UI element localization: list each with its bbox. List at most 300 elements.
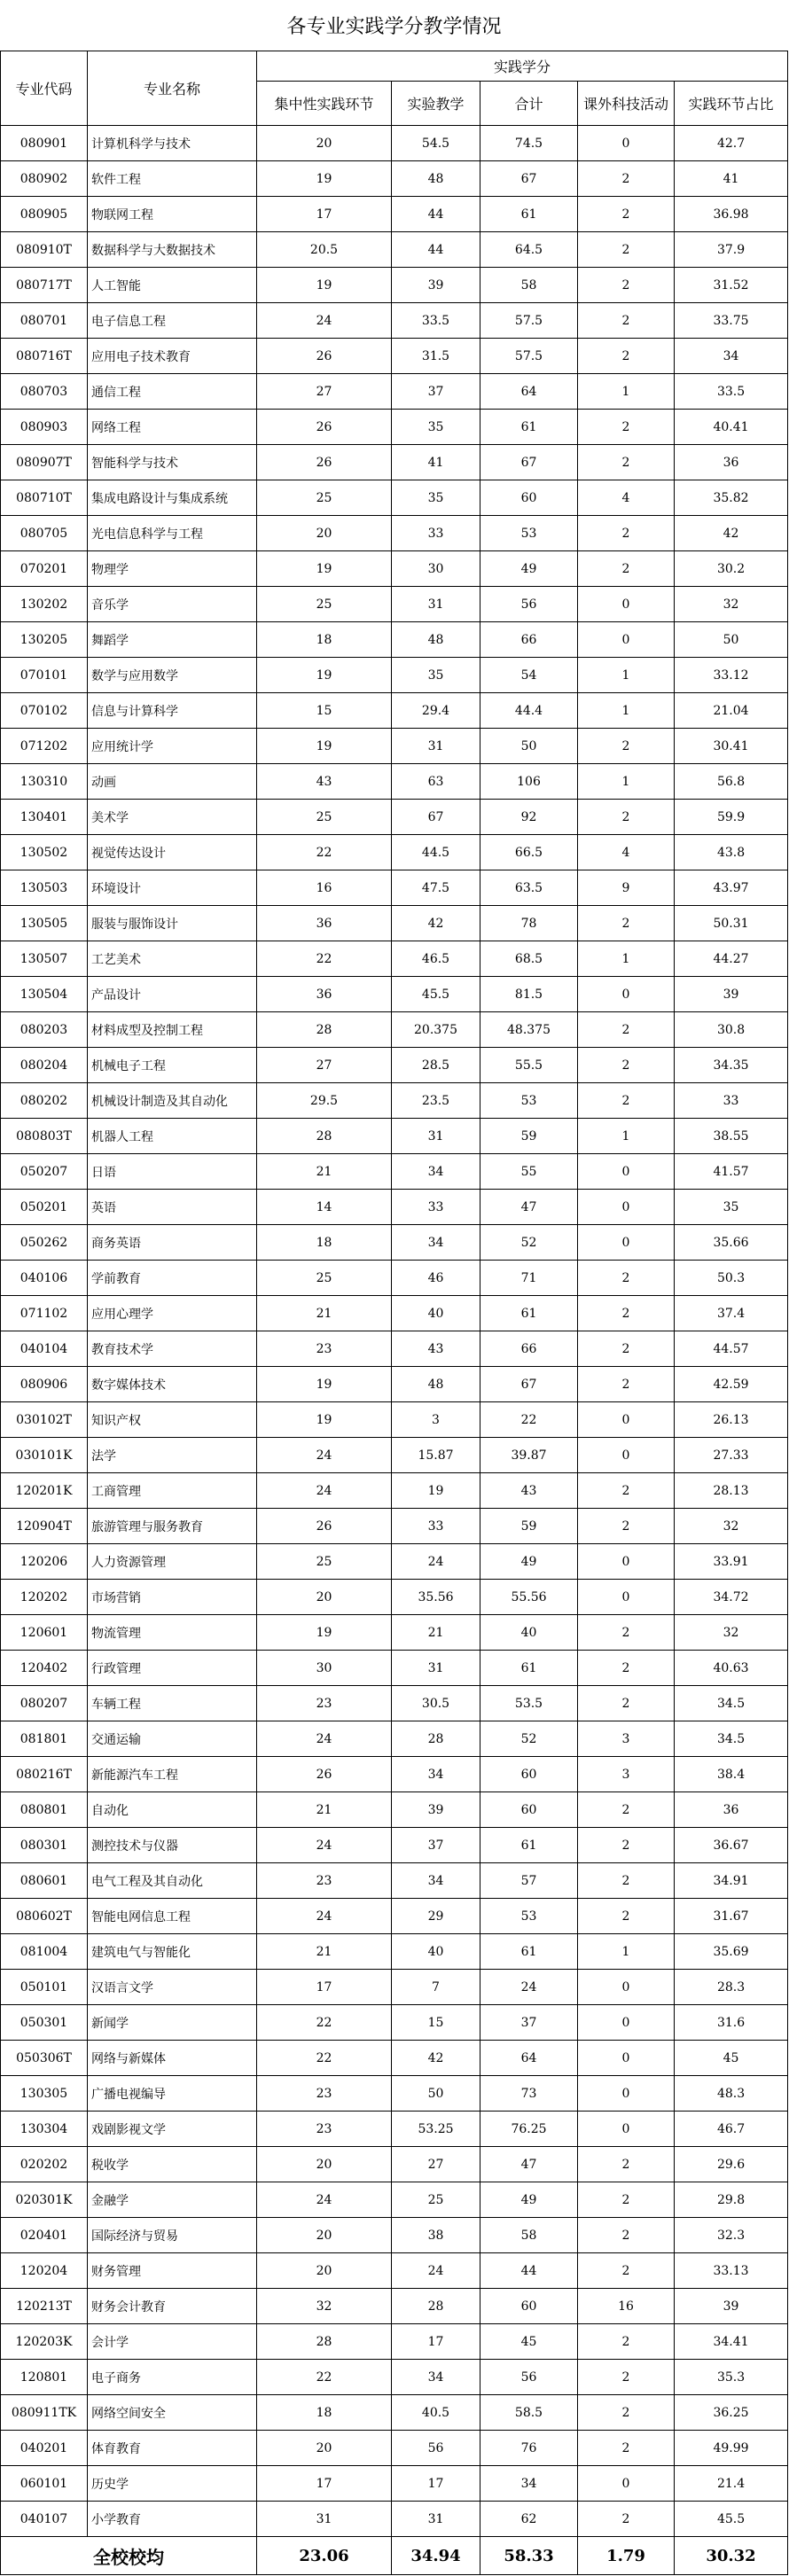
concentrated-cell: 24 [257,303,392,339]
table-row [1,622,788,658]
total-cell: 61 [480,1296,578,1331]
title-row [1,0,788,51]
ratio-cell: 59.9 [675,800,788,835]
major-code: 080207 [1,1686,88,1721]
ratio-cell: 50.31 [675,906,788,941]
table-row [1,1154,788,1190]
major-code: 070101 [1,658,88,693]
extracurricular-cell: 3 [578,1757,675,1792]
total-cell: 57.5 [480,303,578,339]
experiment-cell: 15.87 [392,1438,480,1473]
experiment-cell: 33.5 [392,303,480,339]
extracurricular-cell: 2 [578,303,675,339]
experiment-cell: 23.5 [392,1083,480,1119]
experiment-cell: 45.5 [392,977,480,1012]
ratio-cell: 33.91 [675,1544,788,1580]
concentrated-cell: 22 [257,941,392,977]
major-code: 081801 [1,1721,88,1757]
experiment-cell: 7 [392,1970,480,2005]
extracurricular-cell: 1 [578,764,675,800]
ratio-cell: 30.8 [675,1012,788,1048]
concentrated-cell: 22 [257,835,392,870]
experiment-cell: 28.5 [392,1048,480,1083]
experiment-cell: 37 [392,1828,480,1863]
major-code: 130401 [1,800,88,835]
header-total: 合计 [480,82,578,126]
ratio-cell: 43.8 [675,835,788,870]
major-code: 050101 [1,1970,88,2005]
major-name: 体育教育 [88,2431,257,2466]
concentrated-cell: 28 [257,2324,392,2360]
major-name: 建筑电气与智能化 [88,1934,257,1970]
major-code: 080203 [1,1012,88,1048]
major-code: 080801 [1,1792,88,1828]
extracurricular-cell: 2 [578,1792,675,1828]
experiment-cell: 34 [392,1757,480,1792]
table-row [1,2431,788,2466]
total-cell: 60 [480,480,578,516]
ratio-cell: 29.8 [675,2182,788,2218]
concentrated-cell: 25 [257,1261,392,1296]
extracurricular-cell: 1 [578,941,675,977]
total-cell: 81.5 [480,977,578,1012]
experiment-cell: 3 [392,1402,480,1438]
experiment-cell: 33 [392,1190,480,1225]
ratio-cell: 40.41 [675,410,788,445]
major-code: 050301 [1,2005,88,2041]
major-code: 080907T [1,445,88,480]
table-row [1,1296,788,1331]
major-name: 网络空间安全 [88,2395,257,2431]
ratio-cell: 31.67 [675,1899,788,1934]
experiment-cell: 50 [392,2076,480,2112]
table-row [1,2289,788,2324]
major-name: 动画 [88,764,257,800]
concentrated-cell: 21 [257,1792,392,1828]
extracurricular-cell: 2 [578,516,675,551]
extracurricular-cell: 2 [578,1012,675,1048]
major-code: 080216T [1,1757,88,1792]
major-code: 120402 [1,1651,88,1686]
extracurricular-cell: 2 [578,2324,675,2360]
total-cell: 92 [480,800,578,835]
ratio-cell: 32.3 [675,2218,788,2253]
table-row [1,1792,788,1828]
table-row [1,374,788,410]
ratio-cell: 32 [675,1615,788,1651]
ratio-cell: 42.59 [675,1367,788,1402]
table-row [1,516,788,551]
total-cell: 59 [480,1119,578,1154]
major-code: 081004 [1,1934,88,1970]
concentrated-cell: 27 [257,374,392,410]
total-cell: 66 [480,1331,578,1367]
table-row [1,2395,788,2431]
total-cell: 53 [480,516,578,551]
major-name: 新闻学 [88,2005,257,2041]
major-code: 080906 [1,1367,88,1402]
total-cell: 64 [480,374,578,410]
ratio-cell: 34.5 [675,1686,788,1721]
experiment-cell: 48 [392,1367,480,1402]
table-row [1,410,788,445]
table-row [1,1367,788,1402]
table-row [1,835,788,870]
extracurricular-cell: 16 [578,2289,675,2324]
table-row [1,693,788,729]
major-code: 040106 [1,1261,88,1296]
major-name: 财务管理 [88,2253,257,2289]
extracurricular-cell: 4 [578,480,675,516]
major-code: 080602T [1,1899,88,1934]
total-cell: 47 [480,2147,578,2182]
major-name: 网络工程 [88,410,257,445]
major-name: 机器人工程 [88,1119,257,1154]
extracurricular-cell: 2 [578,1331,675,1367]
experiment-cell: 17 [392,2466,480,2502]
extracurricular-cell: 0 [578,622,675,658]
major-name: 电子商务 [88,2360,257,2395]
major-name: 物联网工程 [88,197,257,232]
experiment-cell: 31 [392,729,480,764]
major-code: 080903 [1,410,88,445]
total-cell: 64.5 [480,232,578,268]
major-code: 030102T [1,1402,88,1438]
major-code: 120203K [1,2324,88,2360]
major-name: 小学教育 [88,2502,257,2537]
extracurricular-cell: 2 [578,1509,675,1544]
average-concentrated: 23.06 [257,2537,392,2575]
extracurricular-cell: 2 [578,1828,675,1863]
header-row-1 [1,51,788,82]
major-code: 080911TK [1,2395,88,2431]
table-row [1,197,788,232]
concentrated-cell: 26 [257,445,392,480]
experiment-cell: 39 [392,1792,480,1828]
table-row [1,2076,788,2112]
extracurricular-cell: 2 [578,1651,675,1686]
table-row [1,232,788,268]
major-code: 040201 [1,2431,88,2466]
major-code: 071202 [1,729,88,764]
total-cell: 49 [480,1544,578,1580]
experiment-cell: 42 [392,906,480,941]
ratio-cell: 26.13 [675,1402,788,1438]
total-cell: 48.375 [480,1012,578,1048]
major-name: 工艺美术 [88,941,257,977]
extracurricular-cell: 0 [578,2041,675,2076]
ratio-cell: 36 [675,445,788,480]
ratio-cell: 41 [675,161,788,197]
total-cell: 66 [480,622,578,658]
experiment-cell: 35 [392,410,480,445]
header-group: 实践学分 [257,51,788,82]
major-name: 环境设计 [88,870,257,906]
concentrated-cell: 26 [257,1509,392,1544]
table-title: 各专业实践学分教学情况 [1,0,788,51]
extracurricular-cell: 2 [578,2147,675,2182]
table-row [1,1544,788,1580]
table-row [1,800,788,835]
extracurricular-cell: 0 [578,1544,675,1580]
average-total: 58.33 [480,2537,578,2575]
major-name: 材料成型及控制工程 [88,1012,257,1048]
extracurricular-cell: 2 [578,551,675,587]
major-code: 080905 [1,197,88,232]
total-cell: 66.5 [480,835,578,870]
total-cell: 52 [480,1225,578,1261]
table-row [1,941,788,977]
major-name: 数据科学与大数据技术 [88,232,257,268]
table-row [1,1615,788,1651]
ratio-cell: 36.98 [675,197,788,232]
total-cell: 73 [480,2076,578,2112]
experiment-cell: 48 [392,622,480,658]
ratio-cell: 42 [675,516,788,551]
major-name: 信息与计算科学 [88,693,257,729]
extracurricular-cell: 2 [578,339,675,374]
ratio-cell: 39 [675,2289,788,2324]
concentrated-cell: 25 [257,1544,392,1580]
experiment-cell: 15 [392,2005,480,2041]
total-cell: 61 [480,1934,578,1970]
major-name: 国际经济与贸易 [88,2218,257,2253]
table-row [1,1012,788,1048]
table-row [1,1119,788,1154]
concentrated-cell: 18 [257,622,392,658]
total-cell: 53 [480,1899,578,1934]
concentrated-cell: 20 [257,2147,392,2182]
concentrated-cell: 18 [257,2395,392,2431]
ratio-cell: 30.2 [675,551,788,587]
ratio-cell: 33.5 [675,374,788,410]
concentrated-cell: 26 [257,1757,392,1792]
major-name: 英语 [88,1190,257,1225]
ratio-cell: 34.41 [675,2324,788,2360]
experiment-cell: 35 [392,480,480,516]
major-name: 测控技术与仪器 [88,1828,257,1863]
experiment-cell: 17 [392,2324,480,2360]
experiment-cell: 29 [392,1899,480,1934]
extracurricular-cell: 1 [578,693,675,729]
concentrated-cell: 20 [257,1580,392,1615]
concentrated-cell: 17 [257,2466,392,2502]
major-code: 080701 [1,303,88,339]
experiment-cell: 53.25 [392,2112,480,2147]
concentrated-cell: 21 [257,1154,392,1190]
ratio-cell: 27.33 [675,1438,788,1473]
average-extracurricular: 1.79 [578,2537,675,2575]
table-row [1,1402,788,1438]
total-cell: 47 [480,1190,578,1225]
major-name: 智能科学与技术 [88,445,257,480]
ratio-cell: 35.82 [675,480,788,516]
table-row [1,977,788,1012]
concentrated-cell: 20 [257,126,392,161]
experiment-cell: 56 [392,2431,480,2466]
major-code: 080910T [1,232,88,268]
table-row [1,161,788,197]
header-code: 专业代码 [1,51,88,126]
concentrated-cell: 20 [257,2431,392,2466]
ratio-cell: 43.97 [675,870,788,906]
total-cell: 76 [480,2431,578,2466]
total-cell: 57.5 [480,339,578,374]
concentrated-cell: 22 [257,2041,392,2076]
major-name: 应用统计学 [88,729,257,764]
experiment-cell: 46.5 [392,941,480,977]
table-row [1,1473,788,1509]
major-name: 集成电路设计与集成系统 [88,480,257,516]
table-row [1,1651,788,1686]
major-name: 金融学 [88,2182,257,2218]
concentrated-cell: 14 [257,1190,392,1225]
total-cell: 54 [480,658,578,693]
major-name: 新能源汽车工程 [88,1757,257,1792]
table-row [1,2005,788,2041]
major-name: 物理学 [88,551,257,587]
ratio-cell: 40.63 [675,1651,788,1686]
extracurricular-cell: 0 [578,977,675,1012]
extracurricular-cell: 2 [578,1863,675,1899]
experiment-cell: 40.5 [392,2395,480,2431]
total-cell: 62 [480,2502,578,2537]
extracurricular-cell: 0 [578,2076,675,2112]
table-row [1,1686,788,1721]
major-name: 历史学 [88,2466,257,2502]
concentrated-cell: 24 [257,2182,392,2218]
major-code: 070102 [1,693,88,729]
total-cell: 57 [480,1863,578,1899]
experiment-cell: 38 [392,2218,480,2253]
ratio-cell: 36.67 [675,1828,788,1863]
experiment-cell: 33 [392,516,480,551]
concentrated-cell: 20.5 [257,232,392,268]
ratio-cell: 21.4 [675,2466,788,2502]
total-cell: 60 [480,1792,578,1828]
major-code: 080710T [1,480,88,516]
major-code: 060101 [1,2466,88,2502]
experiment-cell: 24 [392,2253,480,2289]
major-code: 120801 [1,2360,88,2395]
major-code: 080716T [1,339,88,374]
major-code: 080705 [1,516,88,551]
table-row [1,268,788,303]
ratio-cell: 30.41 [675,729,788,764]
total-cell: 53 [480,1083,578,1119]
experiment-cell: 41 [392,445,480,480]
experiment-cell: 34 [392,1225,480,1261]
experiment-cell: 34 [392,2360,480,2395]
major-name: 计算机科学与技术 [88,126,257,161]
extracurricular-cell: 2 [578,2253,675,2289]
major-name: 机械电子工程 [88,1048,257,1083]
major-name: 行政管理 [88,1651,257,1686]
total-cell: 58 [480,268,578,303]
table-row [1,1721,788,1757]
extracurricular-cell: 2 [578,1296,675,1331]
concentrated-cell: 24 [257,1438,392,1473]
table-row [1,2218,788,2253]
experiment-cell: 37 [392,374,480,410]
concentrated-cell: 28 [257,1012,392,1048]
major-code: 130502 [1,835,88,870]
concentrated-cell: 17 [257,1970,392,2005]
total-cell: 34 [480,2466,578,2502]
extracurricular-cell: 2 [578,1615,675,1651]
experiment-cell: 20.375 [392,1012,480,1048]
concentrated-cell: 19 [257,1615,392,1651]
concentrated-cell: 17 [257,197,392,232]
table-row [1,2182,788,2218]
ratio-cell: 33.75 [675,303,788,339]
experiment-cell: 43 [392,1331,480,1367]
experiment-cell: 40 [392,1934,480,1970]
extracurricular-cell: 0 [578,2466,675,2502]
concentrated-cell: 23 [257,1686,392,1721]
ratio-cell: 35 [675,1190,788,1225]
ratio-cell: 35.3 [675,2360,788,2395]
major-name: 通信工程 [88,374,257,410]
concentrated-cell: 26 [257,410,392,445]
major-name: 市场营销 [88,1580,257,1615]
table-row [1,1331,788,1367]
ratio-cell: 33 [675,1083,788,1119]
major-code: 130304 [1,2112,88,2147]
ratio-cell: 50 [675,622,788,658]
major-code: 080717T [1,268,88,303]
concentrated-cell: 24 [257,1899,392,1934]
concentrated-cell: 36 [257,906,392,941]
extracurricular-cell: 2 [578,1048,675,1083]
total-cell: 56 [480,2360,578,2395]
ratio-cell: 36.25 [675,2395,788,2431]
major-name: 光电信息科学与工程 [88,516,257,551]
concentrated-cell: 31 [257,2502,392,2537]
extracurricular-cell: 2 [578,2182,675,2218]
major-name: 舞蹈学 [88,622,257,658]
major-name: 自动化 [88,1792,257,1828]
concentrated-cell: 22 [257,2360,392,2395]
ratio-cell: 35.66 [675,1225,788,1261]
major-code: 130310 [1,764,88,800]
experiment-cell: 63 [392,764,480,800]
major-name: 数学与应用数学 [88,658,257,693]
concentrated-cell: 23 [257,2112,392,2147]
extracurricular-cell: 2 [578,2395,675,2431]
major-code: 080703 [1,374,88,410]
header-ratio: 实践环节占比 [675,82,788,126]
total-cell: 64 [480,2041,578,2076]
total-cell: 59 [480,1509,578,1544]
table-row [1,587,788,622]
extracurricular-cell: 2 [578,2360,675,2395]
extracurricular-cell: 2 [578,1899,675,1934]
major-name: 法学 [88,1438,257,1473]
major-code: 080601 [1,1863,88,1899]
extracurricular-cell: 2 [578,1367,675,1402]
ratio-cell: 37.9 [675,232,788,268]
major-code: 130503 [1,870,88,906]
total-cell: 67 [480,161,578,197]
table-row [1,2466,788,2502]
major-name: 教育技术学 [88,1331,257,1367]
experiment-cell: 44 [392,197,480,232]
major-name: 商务英语 [88,1225,257,1261]
ratio-cell: 38.4 [675,1757,788,1792]
table-row [1,2502,788,2537]
total-cell: 50 [480,729,578,764]
